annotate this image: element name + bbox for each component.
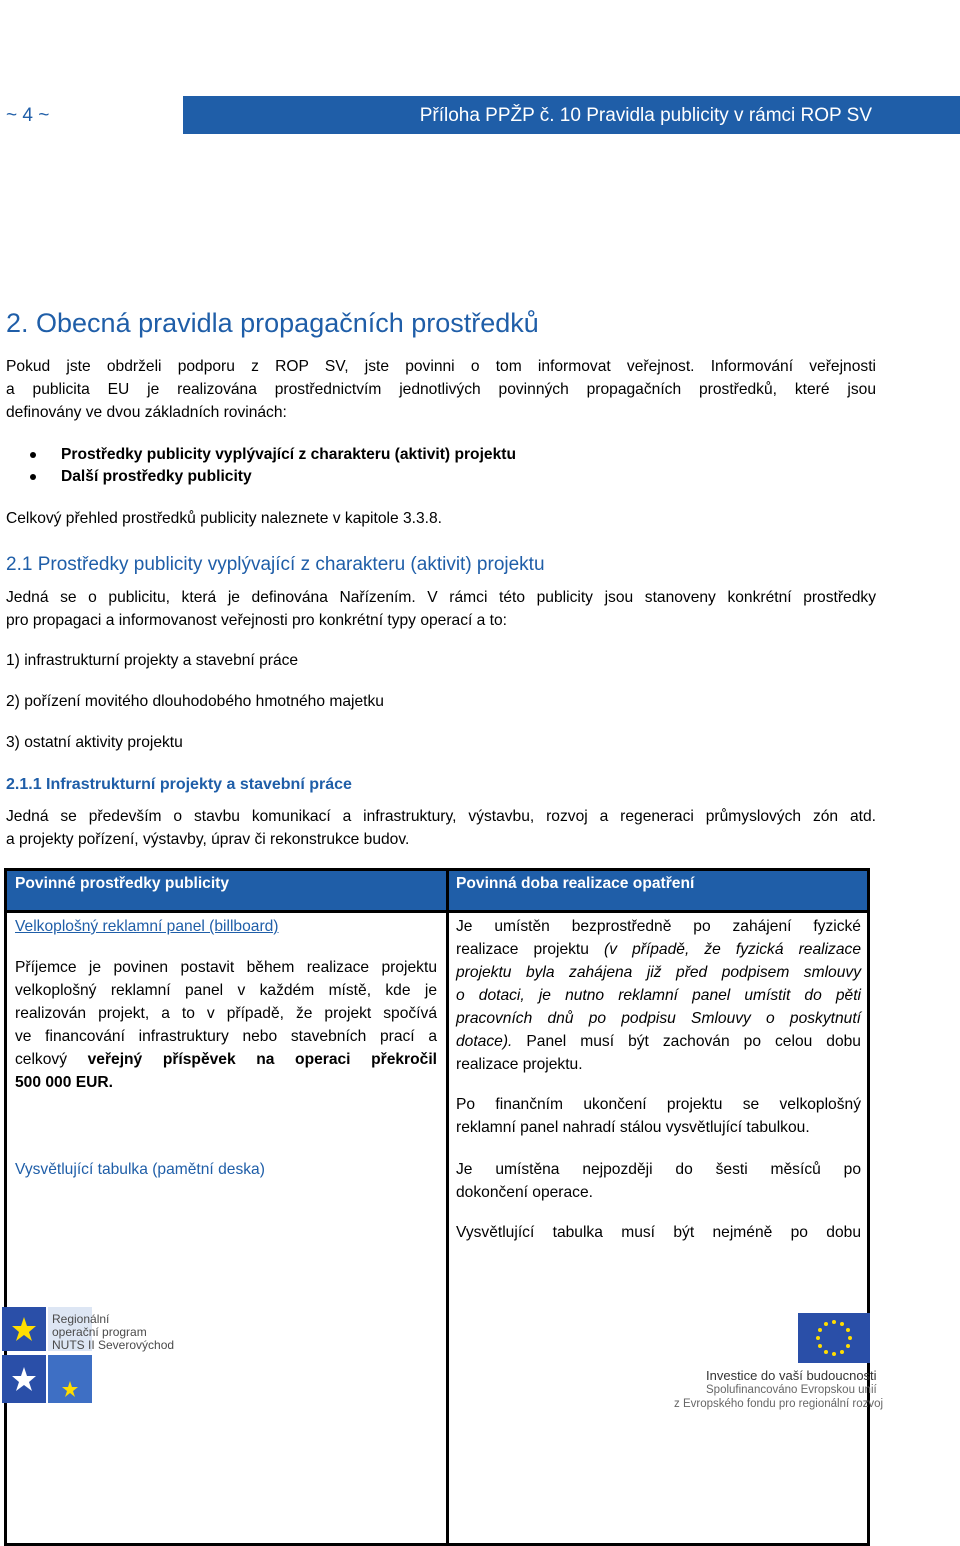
intro-line: Jedná se o publicitu, která je definována Nařízením. V rámci této publicity jsou stanoveny konkrétní prostředky [6,589,876,606]
header-bar [183,96,960,134]
cell-text-bold: 500 000 EUR. [15,1074,113,1091]
cell-line: Je umístěn bezprostředně po zahájení fyzické [456,918,861,935]
cell-line: Příjemce je povinen postavit během realizace projektu [15,959,437,976]
section-2-1-heading: 2.1 Prostředky publicity vyplývající z charakteru (aktivit) projektu [6,554,545,575]
bullet-text: Prostředky publicity vyplývající z charakteru (aktivit) projektu [61,446,516,463]
cell-text-bold: veřejný příspěvek na operaci překročil [87,1051,437,1068]
cell-text: realizace projektu [456,941,589,958]
intro-line: Pokud jste obdrželi podporu z ROP SV, jste povinni o tom informovat veřejnost. Informování veřejnosti [6,358,876,375]
bullet-icon [30,474,36,480]
section-2-1-intro [6,586,876,632]
intro-line: definovány ve dvou základních rovinách: [6,404,287,421]
operation-type-item: 3) ostatní aktivity projektu [6,734,183,751]
operation-type-item: 1) infrastrukturní projekty a stavební práce [6,652,299,669]
cell-line: pracovních dnů po podpisu Smlouvy o poskytnutí [456,1010,861,1027]
section-2-1-1-heading: 2.1.1 Infrastrukturní projekty a stavební práce [6,776,352,793]
cell-line: Vysvětlující tabulka musí být nejméně po dobu [456,1224,861,1241]
cell-line: dokončení operace. [456,1184,593,1201]
intro-line: a publicita EU je realizována prostřednictvím jednotlivých povinných propagačních prostředků, které jsou [6,381,876,398]
cell-text: celkový [15,1051,67,1068]
table-cell-billboard [15,915,437,1094]
eu-logo-line: z Evropského fondu pro regionální rozvoj [674,1398,884,1410]
cell-line: Je umístěna nejpozději do šesti měsíců po [456,1161,861,1178]
cell-line: Po finančním ukončení projektu se velkoplošný [456,1096,861,1113]
list-item [30,444,516,466]
cell-line: realizace projektu. [456,1056,583,1073]
rop-logo-line: Regionální [52,1312,110,1326]
cell-line [15,1048,437,1071]
cell-line: projektu byla zahájena již před podpisem smlouvy [456,964,861,981]
rop-logo-line: operační program [52,1325,147,1339]
eu-logo-text [674,1368,915,1411]
rop-logo-text [52,1313,174,1352]
table-header-cell: Povinné prostředky publicity [15,875,230,892]
cell-line: realizován projekt, a to v případě, že projekt spočívá [15,1005,437,1022]
cell-text-italic: dotace). [456,1033,513,1050]
eu-logo-line: Spolufinancováno Evropskou unií [706,1384,877,1396]
plaque-title: Vysvětlující tabulka (pamětní deska) [15,1161,265,1178]
eu-logo-line: Investice do vaší budoucnosti [706,1368,877,1383]
cell-line: reklamní panel nahradí stálou vysvětlující tabulkou. [456,1119,810,1136]
table-header-row [7,871,867,913]
eu-flag-icon [798,1313,870,1363]
page-number: ~ 4 ~ [6,105,50,126]
table-cell-plaque [15,1158,437,1181]
rop-logo-line: NUTS II Severovýchod [52,1338,175,1352]
table-cell-plaque-duration [456,1158,861,1244]
section-2-intro [6,355,876,424]
billboard-title: Velkoplošný reklamní panel (billboard) [15,918,279,935]
cell-text: Panel musí být zachován po celou dobu [526,1033,861,1050]
rop-logo [2,1307,202,1407]
cell-line [456,1030,861,1053]
table-header-cell: Povinná doba realizace opatření [456,875,695,892]
cell-line: o dotaci, je nutno reklamní panel umístit do pěti [456,987,861,1004]
cell-line [456,938,861,961]
bullet-text: Další prostředky publicity [61,468,252,485]
publicity-table [4,868,870,1546]
cell-line: velkoplošný reklamní panel v každém místě, kde je [15,982,437,999]
column-divider [446,871,449,1546]
eu-logo [672,1307,960,1411]
list-item [30,466,516,488]
intro-line: a projekty pořízení, výstavby, úprav či rekonstrukce budov. [6,831,410,848]
overview-text: Celkový přehled prostředků publicity naleznete v kapitole 3.3.8. [6,510,443,527]
cell-line: ve financování infrastruktury nebo stavebních prací a [15,1028,437,1045]
intro-line: Jedná se především o stavbu komunikací a infrastruktury, výstavbu, rozvoj a regeneraci průmyslových zón atd. [6,808,876,825]
cell-text-italic: (v případě, že fyzická realizace [604,941,861,958]
section-2-heading: 2. Obecná pravidla propagačních prostředků [6,308,539,338]
operation-type-item: 2) pořízení movitého dlouhodobého hmotného majetku [6,693,384,710]
publicity-bullet-list [30,444,516,488]
section-2-1-1-intro [6,805,876,851]
header-title: Příloha PPŽP č. 10 Pravidla publicity v rámci ROP SV [419,105,872,126]
intro-line: pro propagaci a informovanost veřejnosti pro konkrétní typy operací a to: [6,612,508,629]
bullet-icon [30,452,36,458]
table-cell-billboard-duration [456,915,861,1139]
